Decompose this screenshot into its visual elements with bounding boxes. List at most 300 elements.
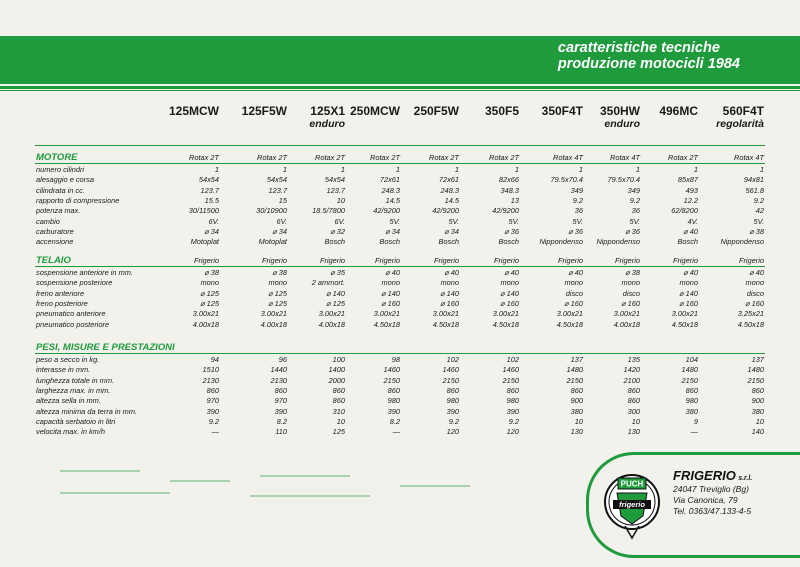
section-title: PESI, MISURE E PRESTAZIONI xyxy=(36,342,175,353)
table-cell: 860 xyxy=(387,385,400,395)
model-name: 350HW xyxy=(599,104,640,118)
model-name: 125F5W xyxy=(241,104,287,118)
table-cell: 3.00x21 xyxy=(192,309,219,319)
table-cell: mono xyxy=(745,278,764,288)
table-cell: 120 xyxy=(506,427,519,437)
table-cell: 14.5 xyxy=(385,195,400,205)
table-cell: 79.5x70.4 xyxy=(550,175,583,185)
table-cell: 1460 xyxy=(442,365,459,375)
table-cell: ⌀ 125 xyxy=(268,298,287,308)
table-cell: 5V. xyxy=(448,216,459,226)
table-row xyxy=(0,417,800,427)
table-cell: ⌀ 140 xyxy=(326,288,345,298)
table-cell: 62/8200 xyxy=(671,206,698,216)
table-cell: 4.50x18 xyxy=(492,319,519,329)
table-cell: 79.5x70.4 xyxy=(607,175,640,185)
table-cell: 4.50x18 xyxy=(373,319,400,329)
row-label: interasse in mm. xyxy=(36,365,91,375)
table-cell: 1 xyxy=(340,165,345,174)
model-name: 250F5W xyxy=(413,104,459,118)
table-cell: 42 xyxy=(755,206,764,216)
table-cell: 248.3 xyxy=(440,185,459,195)
decorative-stripe xyxy=(250,495,370,497)
row-label: cambio xyxy=(36,216,60,226)
table-cell: Frigerio xyxy=(433,256,459,265)
table-cell: 36 xyxy=(631,206,640,216)
table-row xyxy=(0,365,800,375)
table-cell: 1 xyxy=(454,165,459,174)
table-row xyxy=(0,196,800,206)
table-cell: 137 xyxy=(751,355,764,364)
table-cell: 4.50x18 xyxy=(737,319,764,329)
table-cell: ⌀ 38 xyxy=(272,268,287,277)
table-cell: ⌀ 35 xyxy=(330,268,345,277)
table-cell: 120 xyxy=(446,427,459,437)
table-cell: 130 xyxy=(570,427,583,437)
model-header xyxy=(221,105,287,118)
table-cell: mono xyxy=(564,278,583,288)
row-label: lunghezza totale in mm. xyxy=(36,375,115,385)
row-label: carburatore xyxy=(36,226,74,236)
table-cell: Rotax 2T xyxy=(315,153,345,162)
logo-top-text: PUCH xyxy=(620,479,644,489)
table-cell: 9.2 xyxy=(753,195,764,205)
table-cell: 42/9200 xyxy=(373,206,400,216)
table-cell: ⌀ 160 xyxy=(381,298,400,308)
table-cell: 8.2 xyxy=(276,416,287,426)
table-cell: mono xyxy=(679,278,698,288)
section-title: MOTORE xyxy=(36,152,78,163)
table-cell: — xyxy=(392,427,400,437)
table-cell: ⌀ 140 xyxy=(440,288,459,298)
table-cell: 1 xyxy=(578,165,583,174)
table-cell: 5V. xyxy=(389,216,400,226)
title-line-2: produzione motocicli 1984 xyxy=(557,56,740,72)
table-cell: 54x54 xyxy=(266,175,287,185)
table-cell: mono xyxy=(621,278,640,288)
row-label: velocita max. in km/h xyxy=(36,427,106,437)
row-label: pneumatico posteriore xyxy=(36,319,110,329)
table-cell: 380 xyxy=(570,406,583,416)
divider xyxy=(0,90,800,91)
model-header xyxy=(453,105,519,118)
table-row xyxy=(0,206,800,216)
table-cell: 72x61 xyxy=(438,175,459,185)
table-cell: 3.00x21 xyxy=(671,309,698,319)
table-cell: 12.2 xyxy=(683,195,698,205)
table-cell: Bosch xyxy=(438,237,459,247)
row-label: larghezza max. in mm. xyxy=(36,385,111,395)
section-title: TELAIO xyxy=(36,255,71,266)
table-cell: ⌀ 38 xyxy=(749,226,764,236)
table-cell: 5V. xyxy=(572,216,583,226)
table-cell: ⌀ 40 xyxy=(568,268,583,277)
table-cell: 4.50x18 xyxy=(556,319,583,329)
table-cell: 2 ammort. xyxy=(311,278,345,288)
table-cell: 390 xyxy=(387,406,400,416)
table-cell: 2150 xyxy=(566,375,583,385)
table-cell: 860 xyxy=(332,396,345,406)
table-cell: 300 xyxy=(627,406,640,416)
table-cell: 1480 xyxy=(566,365,583,375)
table-cell: Rotax 4T xyxy=(610,153,640,162)
table-cell: 348.3 xyxy=(500,185,519,195)
table-cell: Motoplat xyxy=(190,237,219,247)
table-cell: 493 xyxy=(685,185,698,195)
row-label: numero cilindri xyxy=(36,165,85,174)
table-cell: Nippondenso xyxy=(539,237,583,247)
section-divider xyxy=(35,266,765,267)
table-cell: 1 xyxy=(514,165,519,174)
table-cell: ⌀ 125 xyxy=(268,288,287,298)
table-cell: 860 xyxy=(506,385,519,395)
row-label: sospensione posteriore xyxy=(36,278,113,288)
table-cell: Rotax 2T xyxy=(668,153,698,162)
decorative-stripe xyxy=(400,485,470,487)
table-cell: ⌀ 40 xyxy=(504,268,519,277)
table-cell: ⌀ 40 xyxy=(444,268,459,277)
table-row xyxy=(0,299,800,309)
section-divider xyxy=(35,353,765,354)
row-label: cilindrata in cc. xyxy=(36,185,85,195)
table-cell: 2150 xyxy=(747,375,764,385)
table-cell: 900 xyxy=(570,396,583,406)
table-cell: 9.2 xyxy=(572,195,583,205)
table-cell: 9.2 xyxy=(629,195,640,205)
table-cell: 1480 xyxy=(681,365,698,375)
table-cell: 1510 xyxy=(202,365,219,375)
table-cell: 5V. xyxy=(753,216,764,226)
table-cell: 123.7 xyxy=(326,185,345,195)
table-cell: Frigerio xyxy=(557,256,583,265)
table-cell: ⌀ 125 xyxy=(200,298,219,308)
table-cell: 980 xyxy=(387,396,400,406)
table-cell: 123.7 xyxy=(268,185,287,195)
table-cell: 860 xyxy=(332,385,345,395)
table-cell: Rotax 4T xyxy=(734,153,764,162)
table-cell: 10 xyxy=(336,195,345,205)
table-row xyxy=(0,227,800,237)
table-row xyxy=(0,396,800,406)
table-cell: 98 xyxy=(391,355,400,364)
table-cell: 2150 xyxy=(383,375,400,385)
company-name: FRIGERIO xyxy=(673,468,736,483)
row-label: alesaggio e corsa xyxy=(36,175,94,185)
table-cell: 1480 xyxy=(747,365,764,375)
table-cell: 94 xyxy=(210,355,219,364)
table-cell: ⌀ 40 xyxy=(683,268,698,277)
table-cell: disco xyxy=(622,288,640,298)
table-cell: 970 xyxy=(206,396,219,406)
table-cell: 3.25x21 xyxy=(737,309,764,319)
table-cell: 248.3 xyxy=(381,185,400,195)
model-header xyxy=(574,105,640,131)
table-row xyxy=(0,186,800,196)
table-cell: 1420 xyxy=(623,365,640,375)
model-header xyxy=(393,105,459,118)
table-cell: 1440 xyxy=(270,365,287,375)
table-cell: 1 xyxy=(214,165,219,174)
table-cell: Bosch xyxy=(677,237,698,247)
model-name: 560F4T xyxy=(722,104,764,118)
table-cell: 860 xyxy=(446,385,459,395)
model-header xyxy=(698,105,764,131)
table-cell: 85x87 xyxy=(677,175,698,185)
table-cell: 1 xyxy=(693,165,698,174)
decorative-stripe xyxy=(170,480,230,482)
table-row xyxy=(0,268,800,278)
table-row xyxy=(0,355,800,365)
table-cell: ⌀ 34 xyxy=(444,226,459,236)
table-cell: 1400 xyxy=(328,365,345,375)
model-header xyxy=(153,105,219,118)
table-cell: Rotax 2T xyxy=(489,153,519,162)
table-cell: — xyxy=(690,427,698,437)
table-cell: Bosch xyxy=(498,237,519,247)
table-cell: 5V. xyxy=(629,216,640,226)
table-cell: 860 xyxy=(627,396,640,406)
table-cell: Motoplat xyxy=(258,237,287,247)
row-label: freno posteriore xyxy=(36,298,88,308)
table-cell: 970 xyxy=(274,396,287,406)
table-cell: ⌀ 140 xyxy=(500,288,519,298)
section-summary-row xyxy=(0,256,800,266)
model-name: 250MCW xyxy=(349,104,400,118)
table-cell: 1 xyxy=(759,165,764,174)
table-cell: 2130 xyxy=(270,375,287,385)
table-cell: Nippondenso xyxy=(720,237,764,247)
table-cell: Frigerio xyxy=(738,256,764,265)
table-cell: 860 xyxy=(274,385,287,395)
table-cell: ⌀ 36 xyxy=(625,226,640,236)
table-row xyxy=(0,237,800,247)
table-cell: Rotax 2T xyxy=(189,153,219,162)
table-cell: Frigerio xyxy=(374,256,400,265)
company-phone: Tel. 0363/47.133-4-5 xyxy=(673,506,752,516)
table-cell: Frigerio xyxy=(614,256,640,265)
table-cell: 54x54 xyxy=(198,175,219,185)
table-cell: 1 xyxy=(395,165,400,174)
row-label: altezza sella in mm. xyxy=(36,396,101,406)
table-cell: 42/9200 xyxy=(432,206,459,216)
table-cell: 2150 xyxy=(681,375,698,385)
table-row xyxy=(0,278,800,288)
table-cell: ⌀ 34 xyxy=(204,226,219,236)
table-cell: 104 xyxy=(685,355,698,364)
table-cell: Frigerio xyxy=(261,256,287,265)
company-address-2: Via Canonica, 79 xyxy=(673,495,738,505)
table-cell: disco xyxy=(565,288,583,298)
table-cell: 96 xyxy=(278,355,287,364)
table-cell: 82x66 xyxy=(498,175,519,185)
table-cell: — xyxy=(211,427,219,437)
table-cell: 2130 xyxy=(202,375,219,385)
table-cell: mono xyxy=(500,278,519,288)
table-cell: 390 xyxy=(506,406,519,416)
model-name: 350F5 xyxy=(484,104,519,118)
model-variant: enduro xyxy=(604,118,640,130)
table-cell: 10 xyxy=(755,416,764,426)
table-cell: 94x81 xyxy=(743,175,764,185)
table-cell: disco xyxy=(746,288,764,298)
table-cell: 110 xyxy=(275,427,287,437)
table-cell: 2000 xyxy=(328,375,345,385)
table-cell: 14.5 xyxy=(444,195,459,205)
table-row xyxy=(0,407,800,417)
table-cell: 380 xyxy=(685,406,698,416)
table-cell: 980 xyxy=(446,396,459,406)
table-cell: 4.00x18 xyxy=(613,319,640,329)
table-cell: 36 xyxy=(574,206,583,216)
table-cell: 2100 xyxy=(623,375,640,385)
table-cell: 561.8 xyxy=(745,185,764,195)
model-header xyxy=(334,105,400,118)
table-cell: 9 xyxy=(693,416,698,426)
table-cell: 4.00x18 xyxy=(260,319,287,329)
table-cell: ⌀ 38 xyxy=(204,268,219,277)
table-cell: 3.00x21 xyxy=(432,309,459,319)
model-name: 496MC xyxy=(659,104,698,118)
table-cell: 3.00x21 xyxy=(556,309,583,319)
table-row xyxy=(0,376,800,386)
table-cell: 4V. xyxy=(687,216,698,226)
table-cell: 6V. xyxy=(208,216,219,226)
puch-frigerio-logo xyxy=(603,460,661,544)
table-cell: mono xyxy=(440,278,459,288)
table-cell: Frigerio xyxy=(672,256,698,265)
table-cell: 9.2 xyxy=(508,416,519,426)
table-cell: 380 xyxy=(751,406,764,416)
page-title xyxy=(558,40,740,72)
table-cell: 10 xyxy=(574,416,583,426)
table-cell: 349 xyxy=(627,185,640,195)
table-cell: 4.50x18 xyxy=(671,319,698,329)
table-cell: 54x54 xyxy=(324,175,345,185)
divider xyxy=(0,86,800,89)
row-label: pneumatico anteriore xyxy=(36,309,106,319)
decorative-stripe xyxy=(60,470,140,472)
table-cell: 4.00x18 xyxy=(192,319,219,329)
row-label: freno anteriore xyxy=(36,288,85,298)
table-cell: 10 xyxy=(336,416,345,426)
table-cell: 9.2 xyxy=(448,416,459,426)
table-cell: 125 xyxy=(332,427,345,437)
table-cell: 390 xyxy=(274,406,287,416)
header-divider xyxy=(35,145,765,146)
section-divider xyxy=(35,163,765,164)
table-cell: 137 xyxy=(570,355,583,364)
row-label: potenza max. xyxy=(36,206,81,216)
logo-main-text: frigerio xyxy=(619,500,645,509)
table-cell: mono xyxy=(200,278,219,288)
table-cell: 1460 xyxy=(502,365,519,375)
table-cell: 3.00x21 xyxy=(373,309,400,319)
table-cell: Bosch xyxy=(324,237,345,247)
table-cell: ⌀ 34 xyxy=(272,226,287,236)
decorative-stripe xyxy=(60,492,170,494)
model-variant: enduro xyxy=(309,118,345,130)
table-row xyxy=(0,217,800,227)
table-cell: 390 xyxy=(206,406,219,416)
table-cell: Rotax 2T xyxy=(429,153,459,162)
table-cell: Frigerio xyxy=(493,256,519,265)
table-cell: ⌀ 140 xyxy=(381,288,400,298)
table-cell: 140 xyxy=(751,427,764,437)
table-cell: 2150 xyxy=(442,375,459,385)
table-row xyxy=(0,386,800,396)
table-cell: 4.00x18 xyxy=(318,319,345,329)
company-address-1: 24047 Treviglio (Bg) xyxy=(673,484,749,494)
table-row xyxy=(0,165,800,175)
company-suffix: s.r.l. xyxy=(738,475,753,482)
table-cell: 9.2 xyxy=(208,416,219,426)
table-cell: 30/11500 xyxy=(188,206,219,216)
table-cell: 5V. xyxy=(508,216,519,226)
table-cell: ⌀ 38 xyxy=(625,268,640,277)
table-cell: 6V. xyxy=(276,216,287,226)
table-cell: ⌀ 34 xyxy=(385,226,400,236)
table-cell: 135 xyxy=(627,355,640,364)
row-label: rapporto di compressione xyxy=(36,195,120,205)
table-cell: mono xyxy=(268,278,287,288)
table-cell: ⌀ 40 xyxy=(683,226,698,236)
table-cell: 30/10900 xyxy=(256,206,287,216)
table-cell: 310 xyxy=(332,406,345,416)
table-cell: 102 xyxy=(446,355,459,364)
table-cell: 1 xyxy=(635,165,640,174)
table-cell: 860 xyxy=(627,385,640,395)
table-cell: 15.5 xyxy=(204,195,219,205)
table-cell: ⌀ 125 xyxy=(326,298,345,308)
table-cell: ⌀ 40 xyxy=(385,268,400,277)
table-cell: 3.00x21 xyxy=(318,309,345,319)
table-cell: Frigerio xyxy=(193,256,219,265)
table-cell: 100 xyxy=(332,355,345,364)
table-cell: 860 xyxy=(206,385,219,395)
table-cell: 13 xyxy=(510,195,519,205)
table-cell: 860 xyxy=(751,385,764,395)
table-cell: Rotax 2T xyxy=(370,153,400,162)
table-cell: 3.00x21 xyxy=(260,309,287,319)
table-cell: 2150 xyxy=(502,375,519,385)
table-cell: ⌀ 36 xyxy=(504,226,519,236)
table-cell: ⌀ 160 xyxy=(621,298,640,308)
table-cell: ⌀ 140 xyxy=(679,288,698,298)
table-cell: 390 xyxy=(446,406,459,416)
table-cell: Bosch xyxy=(379,237,400,247)
table-cell: 860 xyxy=(685,385,698,395)
table-cell: mono xyxy=(381,278,400,288)
table-row xyxy=(0,427,800,437)
table-cell: Frigerio xyxy=(319,256,345,265)
table-row xyxy=(0,289,800,299)
table-cell: 6V. xyxy=(334,216,345,226)
table-row xyxy=(0,175,800,185)
table-cell: 130 xyxy=(627,427,640,437)
table-cell: ⌀ 36 xyxy=(568,226,583,236)
model-name: 125MCW xyxy=(168,104,219,118)
table-cell: 123.7 xyxy=(200,185,219,195)
table-cell: 10 xyxy=(631,416,640,426)
table-cell: 102 xyxy=(506,355,519,364)
model-variant: regolarità xyxy=(716,118,764,130)
table-cell: 8.2 xyxy=(389,416,400,426)
table-cell: 18.5/7800 xyxy=(312,206,345,216)
company-info xyxy=(673,470,752,517)
table-cell: 349 xyxy=(570,185,583,195)
table-cell: 900 xyxy=(751,396,764,406)
model-name: 125X1 xyxy=(310,104,345,118)
